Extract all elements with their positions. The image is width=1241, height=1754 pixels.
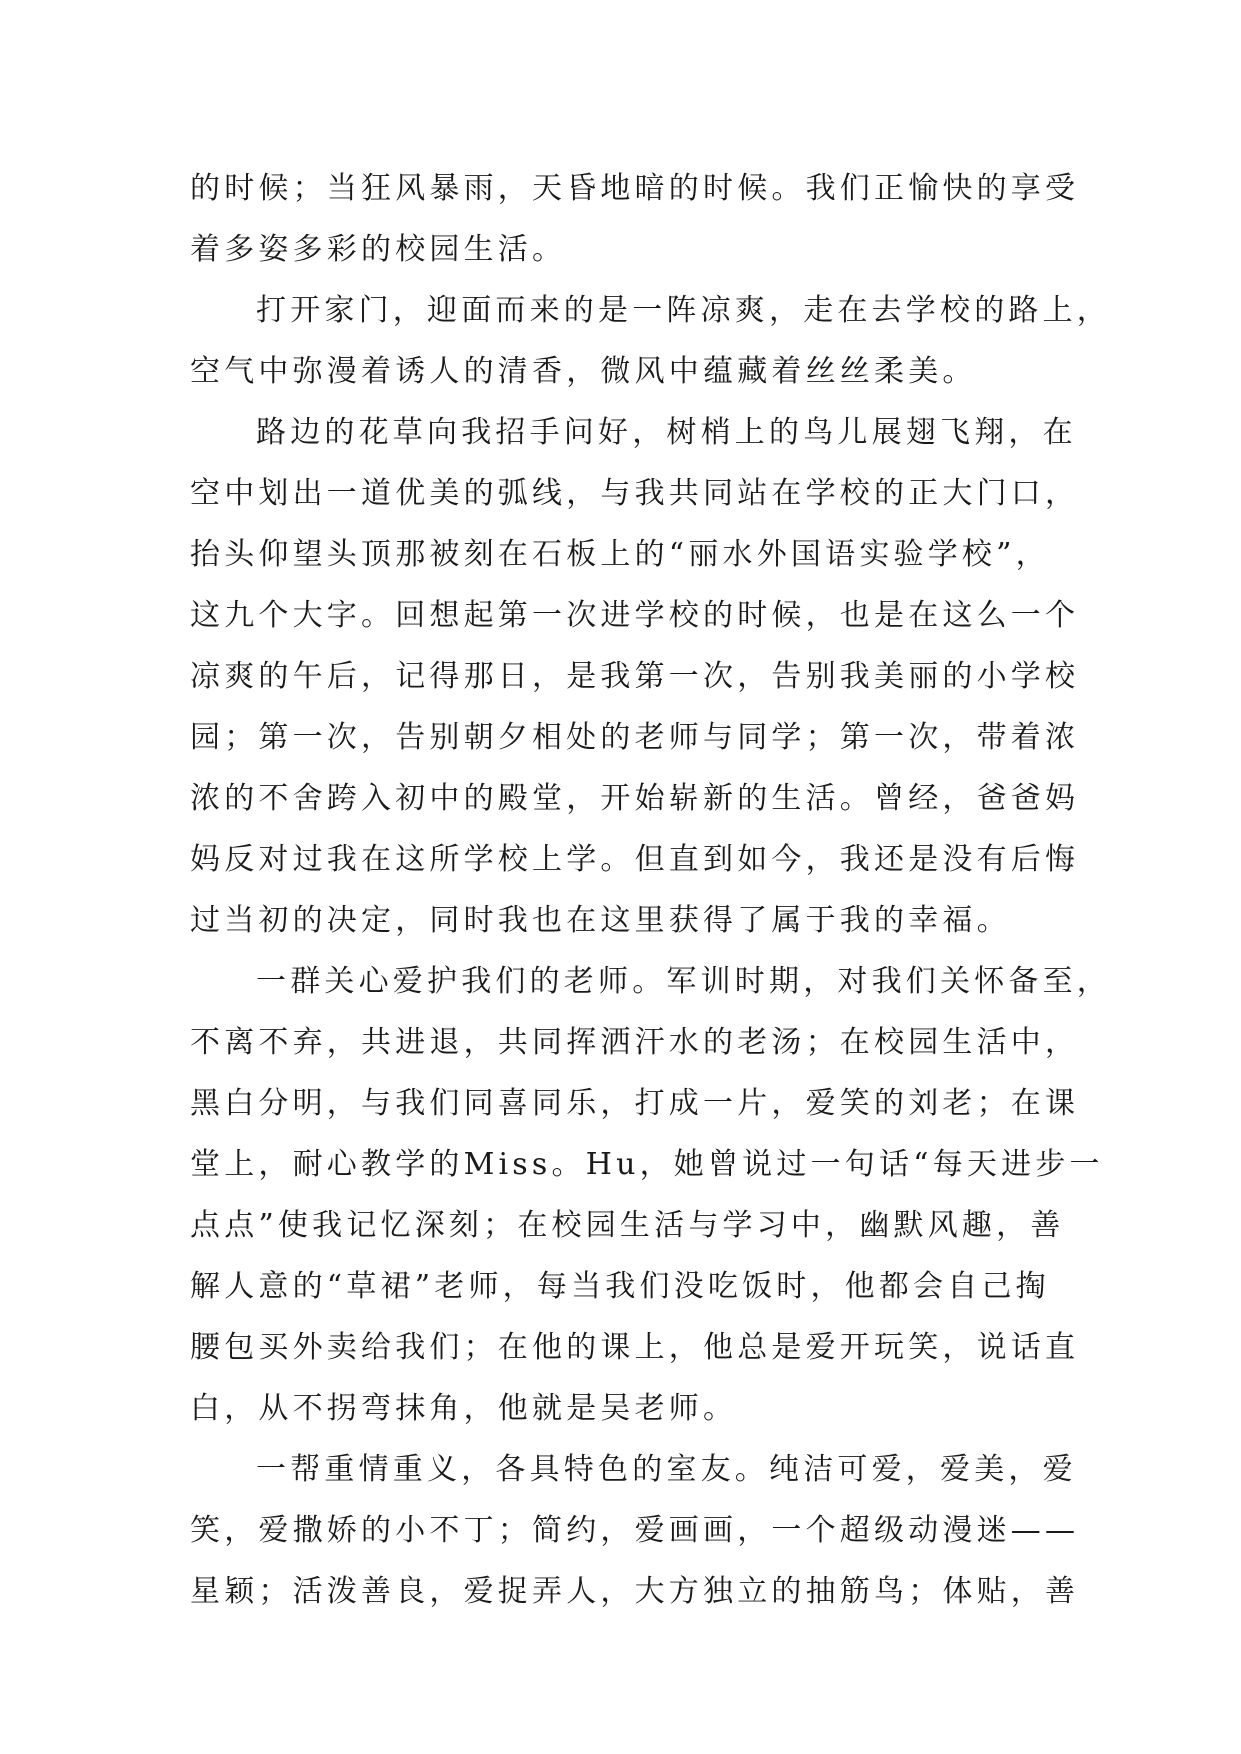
text-line: 白，从不拐弯抹角，他就是吴老师。 — [190, 1391, 738, 1426]
paragraph-first-line: 一群关心爱护我们的老师。军训时期，对我们关怀备至， — [256, 964, 1111, 999]
text-line: 星颖；活泼善良，爱捉弄人，大方独立的抽筋鸟；体贴，善 — [190, 1574, 1080, 1609]
text-line: 妈反对过我在这所学校上学。但直到如今，我还是没有后悔 — [190, 842, 1080, 877]
text-line: 点点”使我记忆深刻；在校园生活与学习中，幽默风趣，善 — [190, 1208, 1065, 1243]
text-line: 过当初的决定，同时我也在这里获得了属于我的幸福。 — [190, 903, 1011, 938]
text-line: 不离不弃，共进退，共同挥洒汗水的老汤；在校园生活中， — [190, 1025, 1080, 1060]
paragraph-first-line: 一帮重情重义，各具特色的室友。纯洁可爱，爱美，爱 — [256, 1452, 1077, 1487]
text-line: 堂上，耐心教学的Miss。Hu，她曾说过一句话“每天进步一 — [190, 1147, 1104, 1182]
text-line: 腰包买外卖给我们；在他的课上，他总是爱开玩笑，说话直 — [190, 1330, 1080, 1365]
text-line: 空中划出一道优美的弧线，与我共同站在学校的正大门口， — [190, 476, 1080, 511]
text-line: 空气中弥漫着诱人的清香，微风中蕴藏着丝丝柔美。 — [190, 354, 977, 389]
paragraph-first-line: 路边的花草向我招手问好，树梢上的鸟儿展翅飞翔，在 — [256, 415, 1077, 450]
text-line: 园；第一次，告别朝夕相处的老师与同学；第一次，带着浓 — [190, 720, 1080, 755]
text-line: 凉爽的午后，记得那日，是我第一次，告别我美丽的小学校 — [190, 659, 1080, 694]
text-line: 解人意的“草裙”老师，每当我们没吃饭时，他都会自己掏 — [190, 1269, 1050, 1304]
paragraph-first-line: 打开家门，迎面而来的是一阵凉爽，走在去学校的路上， — [256, 293, 1111, 328]
text-line: 这九个大字。回想起第一次进学校的时候，也是在这么一个 — [190, 598, 1080, 633]
text-line: 浓的不舍跨入初中的殿堂，开始崭新的生活。曾经，爸爸妈 — [190, 781, 1080, 816]
text-line: 笑，爱撒娇的小不丁；简约，爱画画，一个超级动漫迷—— — [190, 1513, 1080, 1548]
text-line: 黑白分明，与我们同喜同乐，打成一片，爱笑的刘老；在课 — [190, 1086, 1080, 1121]
text-line: 抬头仰望头顶那被刻在石板上的“丽水外国语实验学校”， — [190, 537, 1050, 572]
text-line: 的时候；当狂风暴雨，天昏地暗的时候。我们正愉快的享受 — [190, 171, 1080, 206]
document-body — [190, 158, 1111, 1622]
text-line: 着多姿多彩的校园生活。 — [190, 232, 567, 267]
